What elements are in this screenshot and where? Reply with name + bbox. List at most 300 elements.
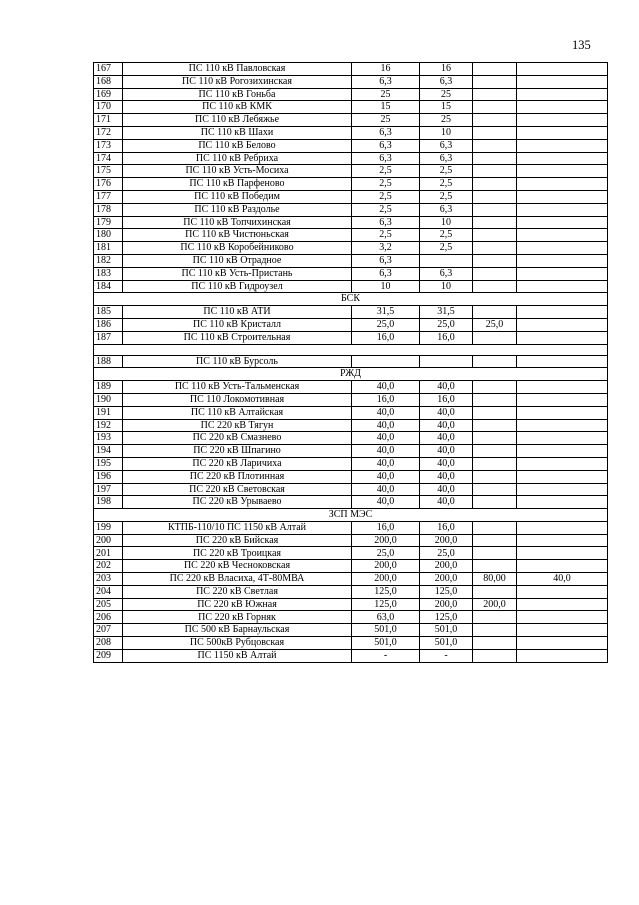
value-cell-4: [517, 306, 608, 319]
value-cell-3: [473, 190, 517, 203]
value-cell-4: [517, 534, 608, 547]
value-cell-1: 16,0: [352, 521, 420, 534]
substation-name-cell: ПС 110 кВ Строительная: [123, 331, 352, 344]
value-cell-1: 25,0: [352, 318, 420, 331]
value-cell-2: 6,3: [420, 152, 473, 165]
value-cell-3: [473, 496, 517, 509]
row-number-cell: 178: [94, 203, 123, 216]
section-label: БСК: [94, 293, 608, 306]
substation-name-cell: ПС 110 кВ Ребриха: [123, 152, 352, 165]
row-number-cell: 179: [94, 216, 123, 229]
value-cell-4: [517, 152, 608, 165]
value-cell-3: [473, 178, 517, 191]
value-cell-4: [517, 203, 608, 216]
value-cell-2: 2,5: [420, 242, 473, 255]
substation-name-cell: ПС 1150 кВ Алтай: [123, 649, 352, 662]
value-cell-3: 200,0: [473, 598, 517, 611]
value-cell-3: [473, 381, 517, 394]
value-cell-1: 15: [352, 101, 420, 114]
row-number-cell: 172: [94, 126, 123, 139]
row-number-cell: 194: [94, 445, 123, 458]
value-cell-3: [473, 114, 517, 127]
table-row: [94, 534, 608, 547]
section-header-row: [94, 509, 608, 522]
table-row: [94, 381, 608, 394]
value-cell-2: 40,0: [420, 406, 473, 419]
value-cell-3: 80,00: [473, 573, 517, 586]
value-cell-3: [473, 165, 517, 178]
table-row: [94, 63, 608, 76]
value-cell-2: 10: [420, 126, 473, 139]
table-row: [94, 560, 608, 573]
value-cell-3: [473, 139, 517, 152]
value-cell-4: [517, 585, 608, 598]
row-number-cell: 207: [94, 624, 123, 637]
value-cell-1: 31,5: [352, 306, 420, 319]
substation-name-cell: ПС 110 кВ Рогозихинская: [123, 75, 352, 88]
value-cell-2: 40,0: [420, 470, 473, 483]
substation-name-cell: ПС 110 кВ Раздолье: [123, 203, 352, 216]
section-header-row: [94, 293, 608, 306]
value-cell-3: [473, 470, 517, 483]
value-cell-2: 31,5: [420, 306, 473, 319]
substation-name-cell: ПС 110 кВ Бурсоль: [123, 355, 352, 368]
value-cell-1: 2,5: [352, 229, 420, 242]
table-row: [94, 521, 608, 534]
substation-name-cell: ПС 220 кВ Бийская: [123, 534, 352, 547]
substation-name-cell: ПС 110 кВ Топчихинская: [123, 216, 352, 229]
table-row: [94, 75, 608, 88]
value-cell-1: 2,5: [352, 190, 420, 203]
value-cell-4: [517, 165, 608, 178]
substation-name-cell: ПС 110 кВ Усть-Пристань: [123, 267, 352, 280]
table-row: [94, 419, 608, 432]
substation-name-cell: ПС 110 кВ Алтайская: [123, 406, 352, 419]
table-row: [94, 445, 608, 458]
substation-name-cell: ПС 110 кВ Гоньба: [123, 88, 352, 101]
substation-name-cell: ПС 220 кВ Плотинная: [123, 470, 352, 483]
value-cell-1: 6,3: [352, 152, 420, 165]
value-cell-2: 200,0: [420, 560, 473, 573]
value-cell-3: [473, 611, 517, 624]
value-cell-2: 200,0: [420, 573, 473, 586]
value-cell-2: 10: [420, 216, 473, 229]
value-cell-4: [517, 419, 608, 432]
spacer-cell: [94, 344, 608, 355]
section-label: РЖД: [94, 368, 608, 381]
value-cell-4: [517, 406, 608, 419]
substation-name-cell: ПС 110 кВ Гидроузел: [123, 280, 352, 293]
value-cell-3: [473, 242, 517, 255]
value-cell-3: [473, 280, 517, 293]
substation-name-cell: ПС 220 кВ Смазнево: [123, 432, 352, 445]
substation-name-cell: ПС 220 кВ Световская: [123, 483, 352, 496]
value-cell-3: [473, 126, 517, 139]
value-cell-3: [473, 649, 517, 662]
row-number-cell: 189: [94, 381, 123, 394]
value-cell-1: 6,3: [352, 75, 420, 88]
row-number-cell: 182: [94, 254, 123, 267]
substation-name-cell: ПС 110 кВ Отрадное: [123, 254, 352, 267]
value-cell-2: 501,0: [420, 624, 473, 637]
value-cell-2: [420, 355, 473, 368]
value-cell-2: 10: [420, 280, 473, 293]
value-cell-4: [517, 280, 608, 293]
value-cell-1: 25: [352, 114, 420, 127]
value-cell-3: [473, 585, 517, 598]
table-row: [94, 254, 608, 267]
table-row: [94, 216, 608, 229]
value-cell-1: 63,0: [352, 611, 420, 624]
value-cell-4: [517, 190, 608, 203]
value-cell-1: 40,0: [352, 470, 420, 483]
value-cell-4: [517, 560, 608, 573]
value-cell-1: -: [352, 649, 420, 662]
value-cell-4: [517, 114, 608, 127]
value-cell-3: [473, 75, 517, 88]
table-row: [94, 165, 608, 178]
row-number-cell: 176: [94, 178, 123, 191]
value-cell-2: 25: [420, 114, 473, 127]
value-cell-2: 125,0: [420, 611, 473, 624]
value-cell-4: [517, 649, 608, 662]
value-cell-3: [473, 229, 517, 242]
row-number-cell: 175: [94, 165, 123, 178]
substation-name-cell: ПС 110 кВ Павловская: [123, 63, 352, 76]
value-cell-4: [517, 393, 608, 406]
substation-name-cell: ПС 220 кВ Шпагино: [123, 445, 352, 458]
table-row: [94, 355, 608, 368]
value-cell-2: 6,3: [420, 267, 473, 280]
substation-name-cell: ПС 110 кВ Победим: [123, 190, 352, 203]
value-cell-2: 6,3: [420, 203, 473, 216]
value-cell-4: [517, 483, 608, 496]
value-cell-1: 10: [352, 280, 420, 293]
value-cell-4: [517, 457, 608, 470]
table-row: [94, 585, 608, 598]
value-cell-3: [473, 331, 517, 344]
row-number-cell: 184: [94, 280, 123, 293]
value-cell-4: [517, 445, 608, 458]
table-row: [94, 624, 608, 637]
table-row: [94, 483, 608, 496]
value-cell-2: 200,0: [420, 598, 473, 611]
value-cell-4: [517, 254, 608, 267]
value-cell-1: 40,0: [352, 457, 420, 470]
value-cell-3: [473, 560, 517, 573]
row-number-cell: 174: [94, 152, 123, 165]
substation-name-cell: ПС 110 кВ Шахи: [123, 126, 352, 139]
substation-name-cell: ПС 500 кВ Барнаульская: [123, 624, 352, 637]
value-cell-4: [517, 101, 608, 114]
table-row: [94, 637, 608, 650]
value-cell-1: 200,0: [352, 534, 420, 547]
value-cell-3: [473, 624, 517, 637]
substation-name-cell: ПС 500кВ Рубцовская: [123, 637, 352, 650]
section-label: ЗСП МЭС: [94, 509, 608, 522]
row-number-cell: 168: [94, 75, 123, 88]
table-row: [94, 573, 608, 586]
table-row: [94, 126, 608, 139]
row-number-cell: 177: [94, 190, 123, 203]
value-cell-4: [517, 496, 608, 509]
value-cell-2: 6,3: [420, 139, 473, 152]
value-cell-3: [473, 216, 517, 229]
section-header-row: [94, 368, 608, 381]
value-cell-4: [517, 318, 608, 331]
value-cell-2: 25,0: [420, 547, 473, 560]
value-cell-3: 25,0: [473, 318, 517, 331]
row-number-cell: 208: [94, 637, 123, 650]
table-row: [94, 406, 608, 419]
substation-name-cell: ПС 110 кВ Усть-Мосиха: [123, 165, 352, 178]
value-cell-3: [473, 483, 517, 496]
value-cell-3: [473, 63, 517, 76]
table-row: [94, 331, 608, 344]
row-number-cell: 202: [94, 560, 123, 573]
substation-name-cell: ПС 220 кВ Троицкая: [123, 547, 352, 560]
value-cell-2: 16,0: [420, 521, 473, 534]
value-cell-1: 125,0: [352, 598, 420, 611]
substation-name-cell: ПС 110 кВ Лебяжье: [123, 114, 352, 127]
value-cell-4: [517, 267, 608, 280]
value-cell-2: 2,5: [420, 165, 473, 178]
value-cell-2: 40,0: [420, 496, 473, 509]
row-number-cell: 190: [94, 393, 123, 406]
table-row: [94, 267, 608, 280]
table-row: [94, 611, 608, 624]
value-cell-1: 25,0: [352, 547, 420, 560]
row-number-cell: 183: [94, 267, 123, 280]
value-cell-4: [517, 355, 608, 368]
table-row: [94, 280, 608, 293]
table-row: [94, 101, 608, 114]
value-cell-3: [473, 432, 517, 445]
value-cell-1: 40,0: [352, 445, 420, 458]
row-number-cell: 203: [94, 573, 123, 586]
substation-name-cell: КТПБ-110/10 ПС 1150 кВ Алтай: [123, 521, 352, 534]
value-cell-2: -: [420, 649, 473, 662]
value-cell-4: [517, 242, 608, 255]
table-row: [94, 88, 608, 101]
value-cell-4: [517, 75, 608, 88]
value-cell-1: 125,0: [352, 585, 420, 598]
row-number-cell: 167: [94, 63, 123, 76]
row-number-cell: 198: [94, 496, 123, 509]
value-cell-1: 6,3: [352, 254, 420, 267]
substation-name-cell: ПС 110 кВ АТИ: [123, 306, 352, 319]
substation-name-cell: ПС 220 кВ Светлая: [123, 585, 352, 598]
substation-name-cell: ПС 110 кВ Парфеново: [123, 178, 352, 191]
value-cell-3: [473, 637, 517, 650]
substation-name-cell: ПС 110 Локомотивная: [123, 393, 352, 406]
value-cell-4: [517, 331, 608, 344]
value-cell-4: [517, 624, 608, 637]
value-cell-4: [517, 611, 608, 624]
value-cell-1: 16,0: [352, 331, 420, 344]
table-row: [94, 432, 608, 445]
value-cell-4: [517, 432, 608, 445]
value-cell-2: 2,5: [420, 190, 473, 203]
table-row: [94, 457, 608, 470]
value-cell-2: 2,5: [420, 229, 473, 242]
value-cell-4: [517, 598, 608, 611]
value-cell-3: [473, 534, 517, 547]
value-cell-1: 2,5: [352, 203, 420, 216]
substation-name-cell: ПС 220 кВ Горняк: [123, 611, 352, 624]
value-cell-1: 40,0: [352, 496, 420, 509]
table-row: [94, 190, 608, 203]
value-cell-2: 40,0: [420, 419, 473, 432]
value-cell-4: [517, 637, 608, 650]
table-row: [94, 139, 608, 152]
row-number-cell: 185: [94, 306, 123, 319]
row-number-cell: 206: [94, 611, 123, 624]
value-cell-2: 501,0: [420, 637, 473, 650]
value-cell-3: [473, 445, 517, 458]
value-cell-4: [517, 139, 608, 152]
page-number: 135: [572, 38, 591, 52]
value-cell-2: 40,0: [420, 483, 473, 496]
row-number-cell: 199: [94, 521, 123, 534]
value-cell-4: 40,0: [517, 573, 608, 586]
value-cell-3: [473, 88, 517, 101]
row-number-cell: 209: [94, 649, 123, 662]
table-row: [94, 318, 608, 331]
row-number-cell: 204: [94, 585, 123, 598]
value-cell-4: [517, 547, 608, 560]
value-cell-1: 501,0: [352, 637, 420, 650]
substation-name-cell: ПС 110 кВ Коробейниково: [123, 242, 352, 255]
value-cell-3: [473, 152, 517, 165]
value-cell-1: 200,0: [352, 573, 420, 586]
value-cell-4: [517, 63, 608, 76]
row-number-cell: 173: [94, 139, 123, 152]
table-row: [94, 242, 608, 255]
table-body: [94, 63, 608, 663]
value-cell-1: 40,0: [352, 381, 420, 394]
value-cell-3: [473, 406, 517, 419]
row-number-cell: 187: [94, 331, 123, 344]
substation-name-cell: ПС 220 кВ Тягун: [123, 419, 352, 432]
row-number-cell: 191: [94, 406, 123, 419]
value-cell-3: [473, 101, 517, 114]
value-cell-2: 200,0: [420, 534, 473, 547]
value-cell-1: 40,0: [352, 419, 420, 432]
substation-name-cell: ПС 220 кВ Урываево: [123, 496, 352, 509]
value-cell-2: 25,0: [420, 318, 473, 331]
value-cell-1: 25: [352, 88, 420, 101]
value-cell-3: [473, 306, 517, 319]
value-cell-1: 40,0: [352, 483, 420, 496]
value-cell-2: 25: [420, 88, 473, 101]
value-cell-1: 501,0: [352, 624, 420, 637]
value-cell-2: 40,0: [420, 381, 473, 394]
row-number-cell: 195: [94, 457, 123, 470]
value-cell-2: 16: [420, 63, 473, 76]
value-cell-1: 2,5: [352, 178, 420, 191]
value-cell-4: [517, 381, 608, 394]
table-row: [94, 152, 608, 165]
value-cell-3: [473, 355, 517, 368]
row-number-cell: 205: [94, 598, 123, 611]
substation-name-cell: ПС 110 кВ Белово: [123, 139, 352, 152]
row-number-cell: 171: [94, 114, 123, 127]
value-cell-1: 2,5: [352, 165, 420, 178]
value-cell-2: 40,0: [420, 457, 473, 470]
table-row: [94, 496, 608, 509]
table-row: [94, 547, 608, 560]
value-cell-1: 6,3: [352, 216, 420, 229]
value-cell-1: 16: [352, 63, 420, 76]
value-cell-3: [473, 254, 517, 267]
row-number-cell: 170: [94, 101, 123, 114]
substation-name-cell: ПС 220 кВ Чесноковская: [123, 560, 352, 573]
value-cell-1: 6,3: [352, 267, 420, 280]
value-cell-3: [473, 419, 517, 432]
value-cell-2: 16,0: [420, 331, 473, 344]
value-cell-2: [420, 254, 473, 267]
value-cell-4: [517, 178, 608, 191]
value-cell-1: [352, 355, 420, 368]
substation-table: [93, 62, 608, 663]
value-cell-1: 200,0: [352, 560, 420, 573]
row-number-cell: 192: [94, 419, 123, 432]
value-cell-1: 6,3: [352, 139, 420, 152]
row-number-cell: 193: [94, 432, 123, 445]
value-cell-3: [473, 521, 517, 534]
substation-name-cell: ПС 220 кВ Власиха, 4Т-80МВА: [123, 573, 352, 586]
row-number-cell: 188: [94, 355, 123, 368]
value-cell-4: [517, 126, 608, 139]
substation-name-cell: ПС 110 кВ Кристалл: [123, 318, 352, 331]
value-cell-1: 40,0: [352, 406, 420, 419]
substation-name-cell: ПС 110 кВ КМК: [123, 101, 352, 114]
row-number-cell: 201: [94, 547, 123, 560]
value-cell-2: 15: [420, 101, 473, 114]
value-cell-4: [517, 521, 608, 534]
row-number-cell: 181: [94, 242, 123, 255]
value-cell-2: 2,5: [420, 178, 473, 191]
value-cell-3: [473, 393, 517, 406]
value-cell-1: 6,3: [352, 126, 420, 139]
value-cell-2: 40,0: [420, 445, 473, 458]
substation-name-cell: ПС 220 кВ Южная: [123, 598, 352, 611]
value-cell-4: [517, 216, 608, 229]
value-cell-4: [517, 470, 608, 483]
table-row: [94, 229, 608, 242]
table-row: [94, 114, 608, 127]
value-cell-3: [473, 203, 517, 216]
value-cell-4: [517, 229, 608, 242]
row-number-cell: 196: [94, 470, 123, 483]
row-number-cell: 200: [94, 534, 123, 547]
value-cell-1: 16,0: [352, 393, 420, 406]
row-number-cell: 197: [94, 483, 123, 496]
value-cell-2: 6,3: [420, 75, 473, 88]
substation-name-cell: ПС 110 кВ Чистюньская: [123, 229, 352, 242]
table-row: [94, 649, 608, 662]
value-cell-1: 40,0: [352, 432, 420, 445]
value-cell-3: [473, 547, 517, 560]
substation-name-cell: ПС 110 кВ Усть-Тальменская: [123, 381, 352, 394]
value-cell-3: [473, 457, 517, 470]
table-row: [94, 203, 608, 216]
row-number-cell: 186: [94, 318, 123, 331]
value-cell-1: 3,2: [352, 242, 420, 255]
value-cell-2: 40,0: [420, 432, 473, 445]
table-row: [94, 178, 608, 191]
